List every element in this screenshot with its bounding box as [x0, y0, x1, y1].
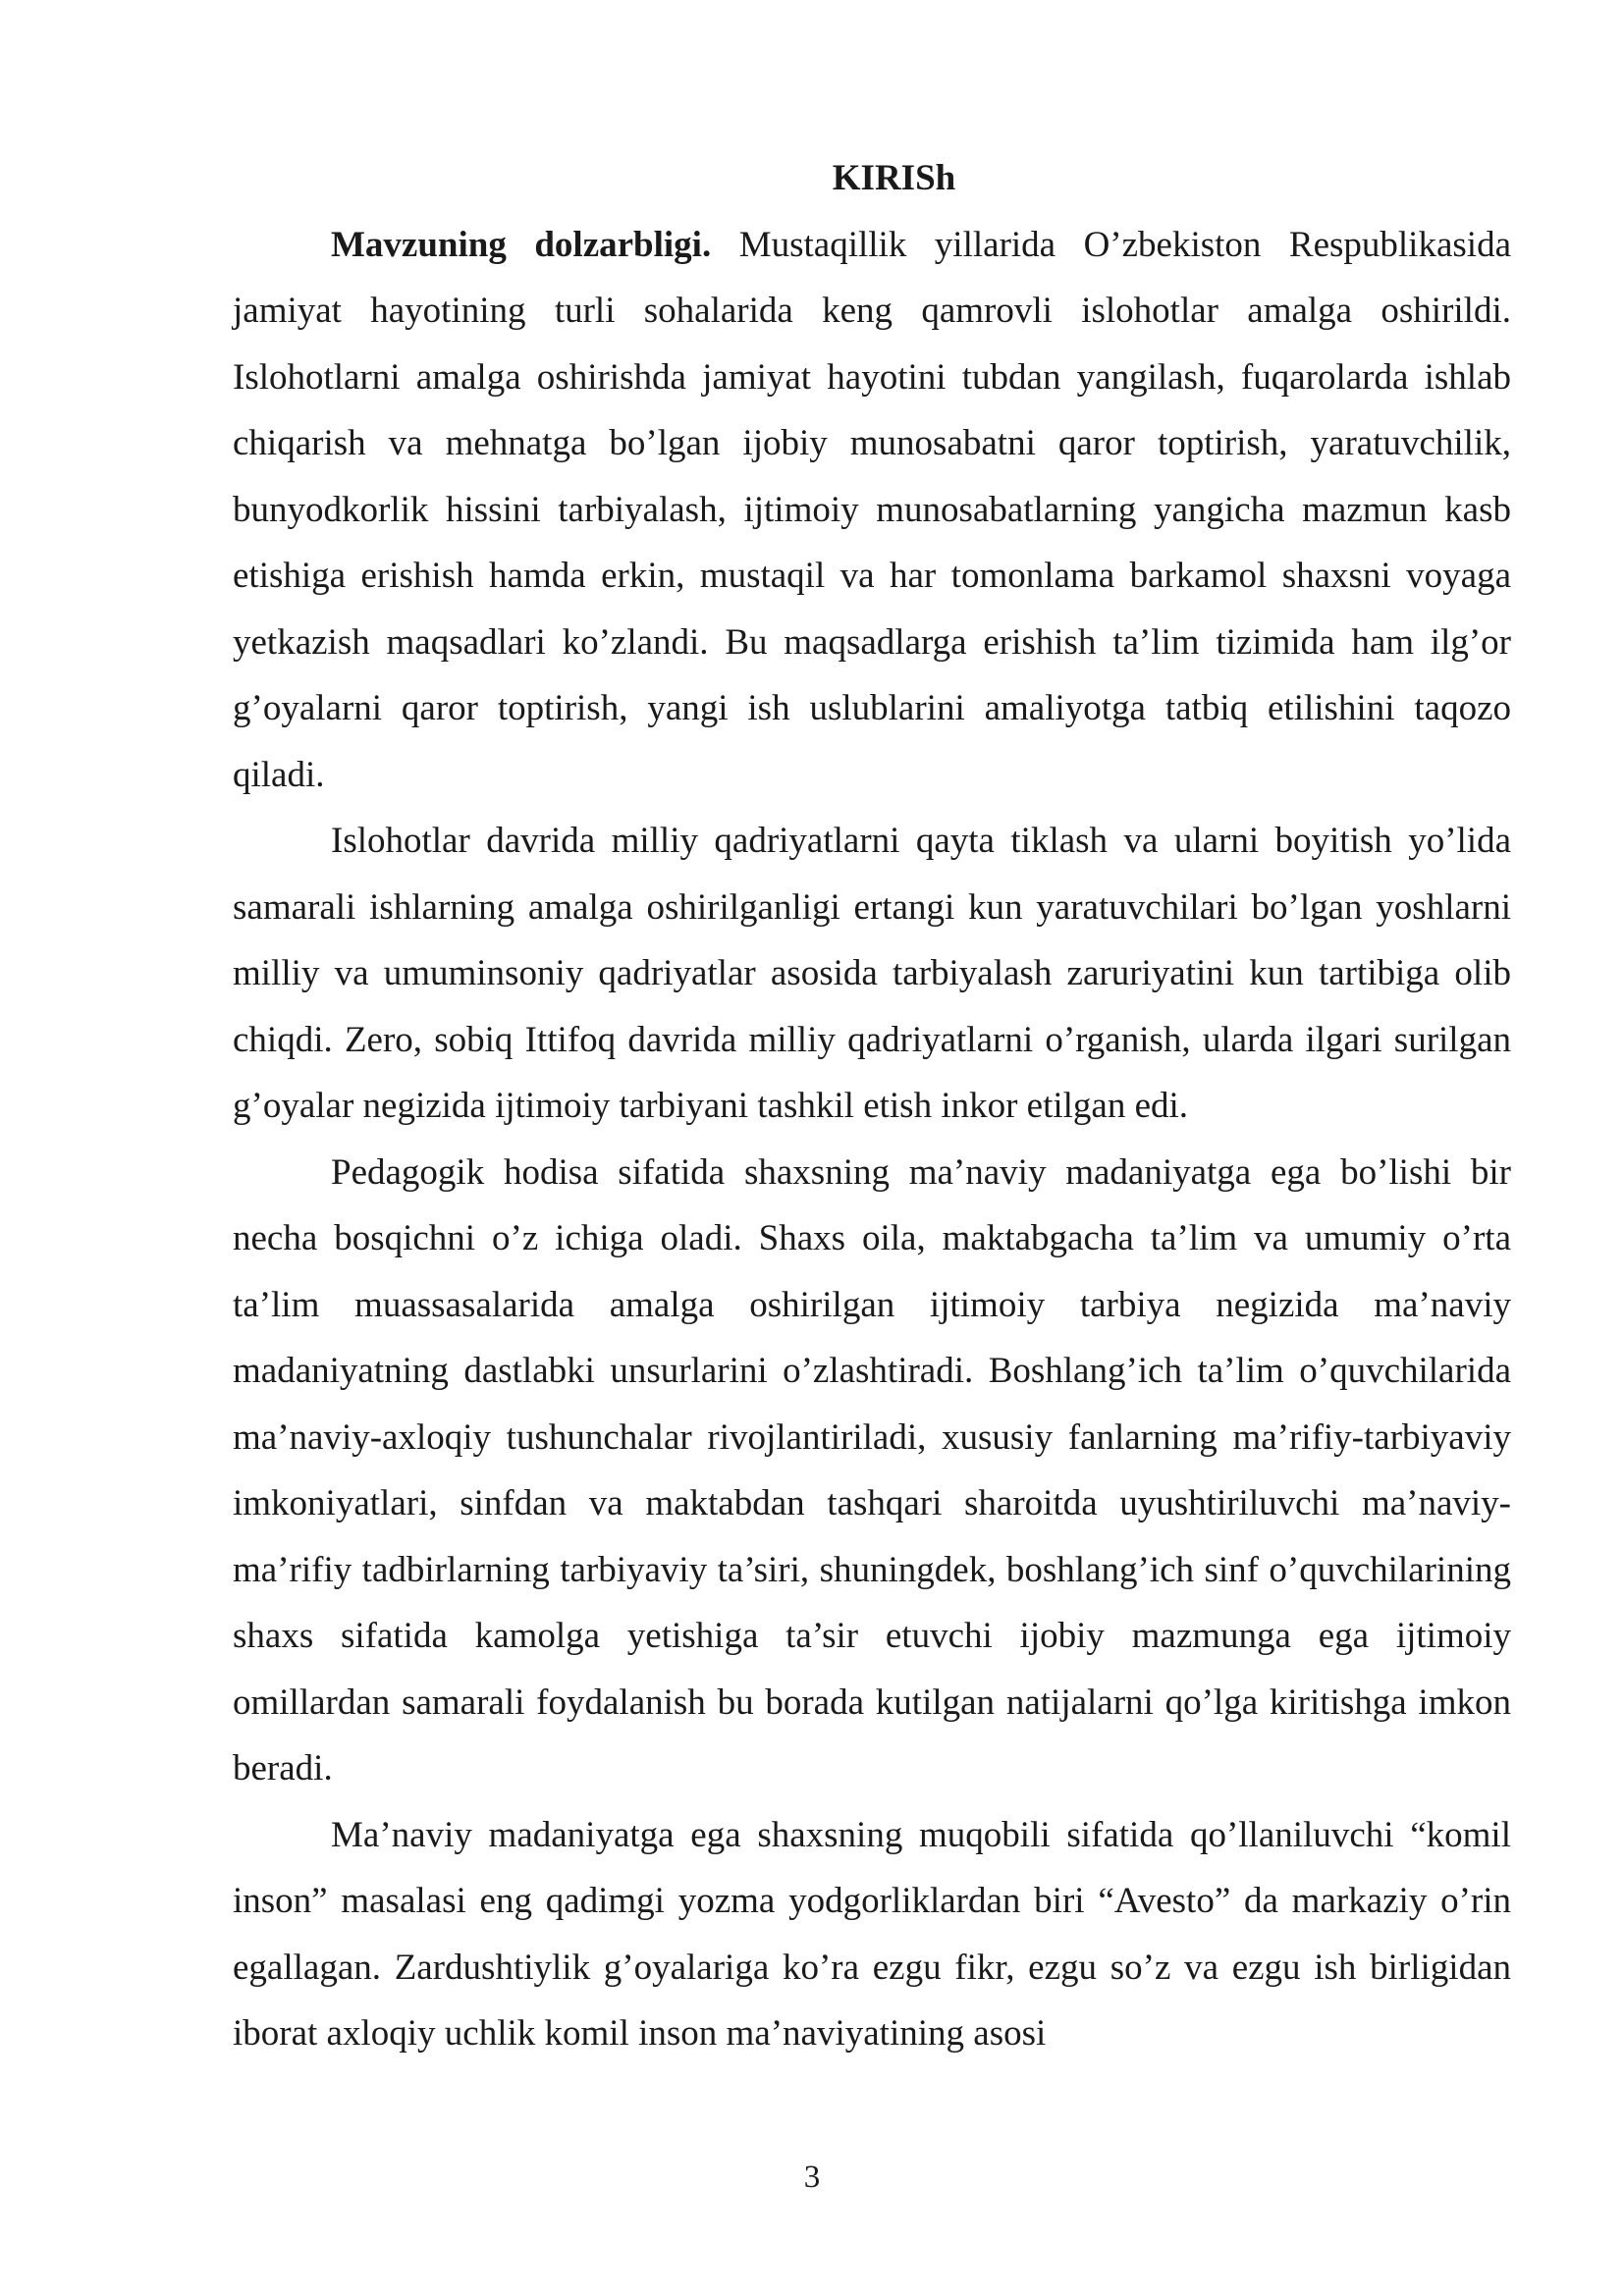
page-number: 3 — [803, 2160, 821, 2195]
paragraph-text: Islohotlar davrida milliy qadriyatlarni qayta tiklash va ularni boyitish yo’lida samarali ishlarning amalga oshirilganligi ertangi kun yaratuvchilari bo’lgan yoshlarni milliy va umuminsoniy qadriyatlar asosida tarbiyalash zaruriyatini kun tartibiga olib chiqdi. Zero, sobiq Ittifoq davrida milliy qadriyatlarni o’rganish, ularda ilgari surilgan g’oyalar negizida ijtimoiy tarbiyani tashkil etish inkor etilgan edi. — [233, 821, 1511, 1126]
paragraph-relevance — [233, 212, 1511, 809]
paragraph-reforms — [233, 808, 1511, 1140]
paragraph-pedagogy — [233, 1140, 1511, 1802]
paragraph-lead: Mavzuning dolzarbligi. — [331, 224, 712, 265]
paragraph-text: Ma’naviy madaniyatga ega shaxsning muqobili sifatida qo’llaniluvchi “komil inson” masalasi eng qadimgi yozma yodgorliklardan biri “Avesto” da markaziy o’rin egallagan. Zardushtiylik g’oyalariga ko’ra ezgu fikr, ezgu so’z va ezgu ish birligidan iborat axloqiy uchlik komil inson ma’naviyatining asosi — [233, 1814, 1511, 2054]
paragraph-text: Mustaqillik yillarida O’zbekiston Respublikasida jamiyat hayotining turli sohalarida keng qamrovli islohotlar amalga oshirildi. Islohotlarni amalga oshirishda jamiyat hayotini tubdan yangilash, fuqarolarda ishlab chiqarish va mehnatga bo’lgan ijobiy munosabatni qaror toptirish, yaratuvchilik, bunyodkorlik hissini tarbiyalash, ijtimoiy munosabatlarning yangicha mazmun kasb etishiga erishish hamda erkin, mustaqil va har tomonlama barkamol shaxsni voyaga yetkazish maqsadlari ko’zlandi. Bu maqsadlarga erishish ta’lim tizimida ham ilg’or g’oyalarni qaror toptirish, yangi ish uslublarini amaliyotga tatbiq etilishini taqozo qiladi. — [233, 224, 1511, 795]
paragraph-text: Pedagogik hodisa sifatida shaxsning ma’naviy madaniyatga ega bo’lishi bir necha bosqichni o’z ichiga oladi. Shaxs oila, maktabgacha ta’lim va umumiy o’rta ta’lim muassasalarida amalga oshirilgan ijtimoiy tarbiya negizida ma’naviy madaniyatning dastlabki unsurlarini o’zlashtiradi. Boshlang’ich ta’lim o’quvchilarida ma’naviy-axloqiy tushunchalar rivojlantiriladi, xususiy fanlarning ma’rifiy-tarbiyaviy imkoniyatlari, sinfdan va maktabdan tashqari sharoitda uyushtiriluvchi ma’naviy-ma’rifiy tadbirlarning tarbiyaviy ta’siri, shuningdek, boshlang’ich sinf o’quvchilarining shaxs sifatida kamolga yetishiga ta’sir etuvchi ijobiy mazmunga ega ijtimoiy omillardan samarali foydalanish bu borada kutilgan natijalarni qo’lga kiritishga imkon beradi. — [233, 1151, 1511, 1789]
section-title: KIRISh — [832, 158, 956, 198]
document-body — [233, 145, 1511, 2067]
paragraph-komil-inson — [233, 1802, 1511, 2067]
